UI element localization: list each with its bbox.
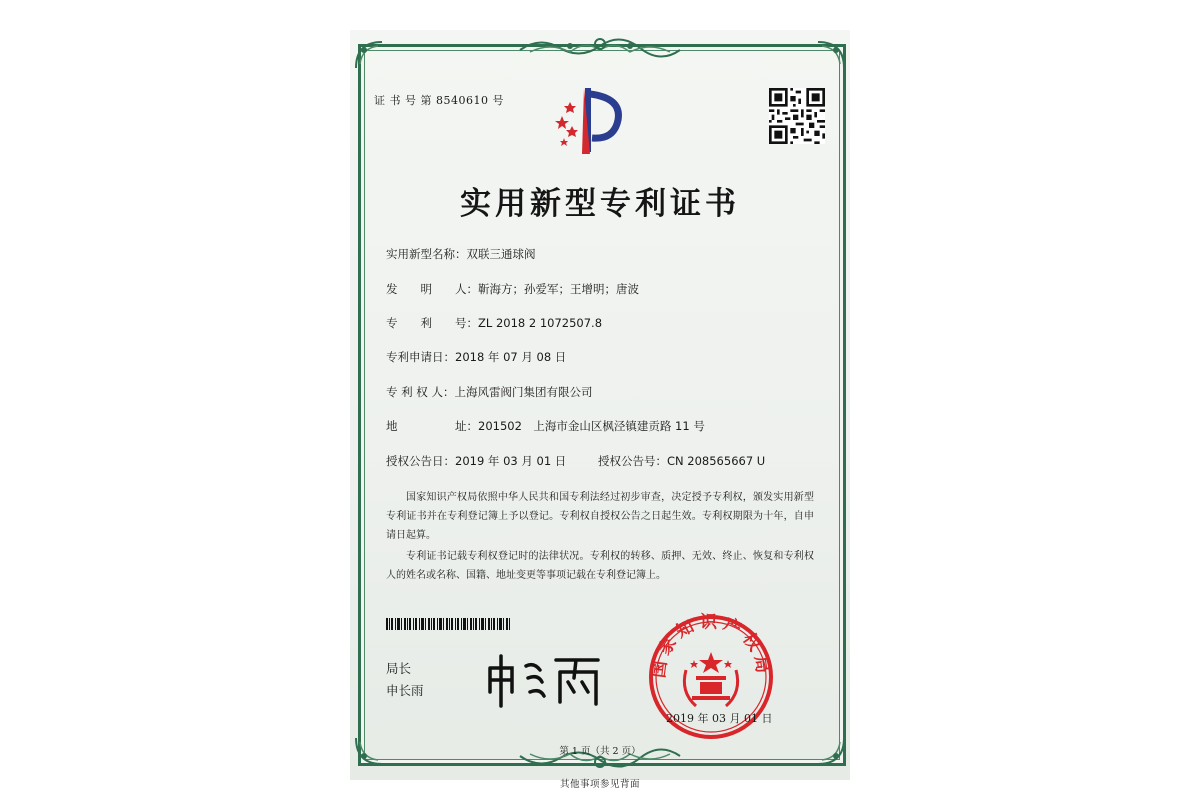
- grant-row: [386, 453, 766, 469]
- page-number: 第 1 页（共 2 页）: [559, 746, 641, 757]
- grant-publication-label: 授权公告号：: [598, 454, 667, 468]
- director-block: [386, 658, 424, 702]
- patentee-label: 专 利 权 人：: [386, 385, 455, 399]
- application-date-label: 专利申请日：: [386, 350, 455, 364]
- patent-certificate: [350, 30, 850, 790]
- director-signature-icon: [482, 648, 610, 712]
- address-row: [386, 418, 705, 434]
- patent-number-label: 专 利 号：: [386, 316, 478, 330]
- inventor-row: [386, 281, 639, 297]
- footer-note: 其他事项参见背面: [559, 779, 640, 790]
- cnipa-logo-icon: [548, 80, 628, 160]
- qr-code-icon: [769, 88, 825, 144]
- inventor-value: 靳海方；孙爱军；王增明；唐波: [478, 282, 639, 296]
- grant-date-value: 2019 年 03 月 01 日: [455, 454, 567, 468]
- utility-model-name-label: 实用新型名称：: [386, 247, 467, 261]
- patent-number-row: [386, 315, 602, 331]
- legal-status-paragraph: 专利证书记载专利权登记时的法律状况。专利权的转移、质押、无效、终止、恢复和专利权人的姓名或名称、国籍、地址变更等事项记载在专利登记簿上。: [386, 551, 814, 581]
- application-date-row: [386, 349, 566, 365]
- patentee-row: [386, 384, 592, 400]
- certificate-title: 实用新型专利证书: [460, 186, 740, 222]
- grant-statement-paragraph: 国家知识产权局依照中华人民共和国专利法经过初步审查，决定授予专利权，颁发实用新型专利证书并在专利登记簿上予以登记。专利权自授权公告之日起生效。专利权期限为十年，自申请日起算。: [386, 492, 814, 541]
- utility-model-name-value: 双联三通球阀: [466, 247, 536, 261]
- grant-publication-value: CN 208565667 U: [667, 454, 766, 468]
- grant-publication: [598, 453, 765, 469]
- director-name: 申长雨: [386, 683, 424, 698]
- application-date-value: 2018 年 07 月 08 日: [455, 350, 567, 364]
- patentee-value: 上海风雷阀门集团有限公司: [454, 385, 593, 399]
- svg-text:国家知识产权局: [649, 613, 773, 680]
- seal-text: 国家知识产权局: [649, 612, 773, 680]
- barcode-icon: [386, 618, 510, 630]
- grant-date-label: 授权公告日：: [386, 454, 455, 468]
- director-title: 局长: [386, 661, 412, 676]
- top-ornament-icon: [510, 32, 690, 60]
- seal-date: 2019 年 03 月 01 日: [666, 712, 773, 725]
- certificate-number: 证 书 号 第 8540610 号: [374, 94, 504, 107]
- inventor-label: 发 明 人：: [386, 282, 478, 296]
- corner-ornament-icon: [814, 38, 848, 72]
- address-value: 201502 上海市金山区枫泾镇建贡路 11 号: [478, 419, 705, 433]
- patent-number-value: ZL 2018 2 1072507.8: [478, 316, 603, 330]
- corner-ornament-icon: [352, 38, 386, 72]
- utility-model-name-row: [386, 246, 536, 262]
- address-label: 地 址：: [386, 419, 478, 433]
